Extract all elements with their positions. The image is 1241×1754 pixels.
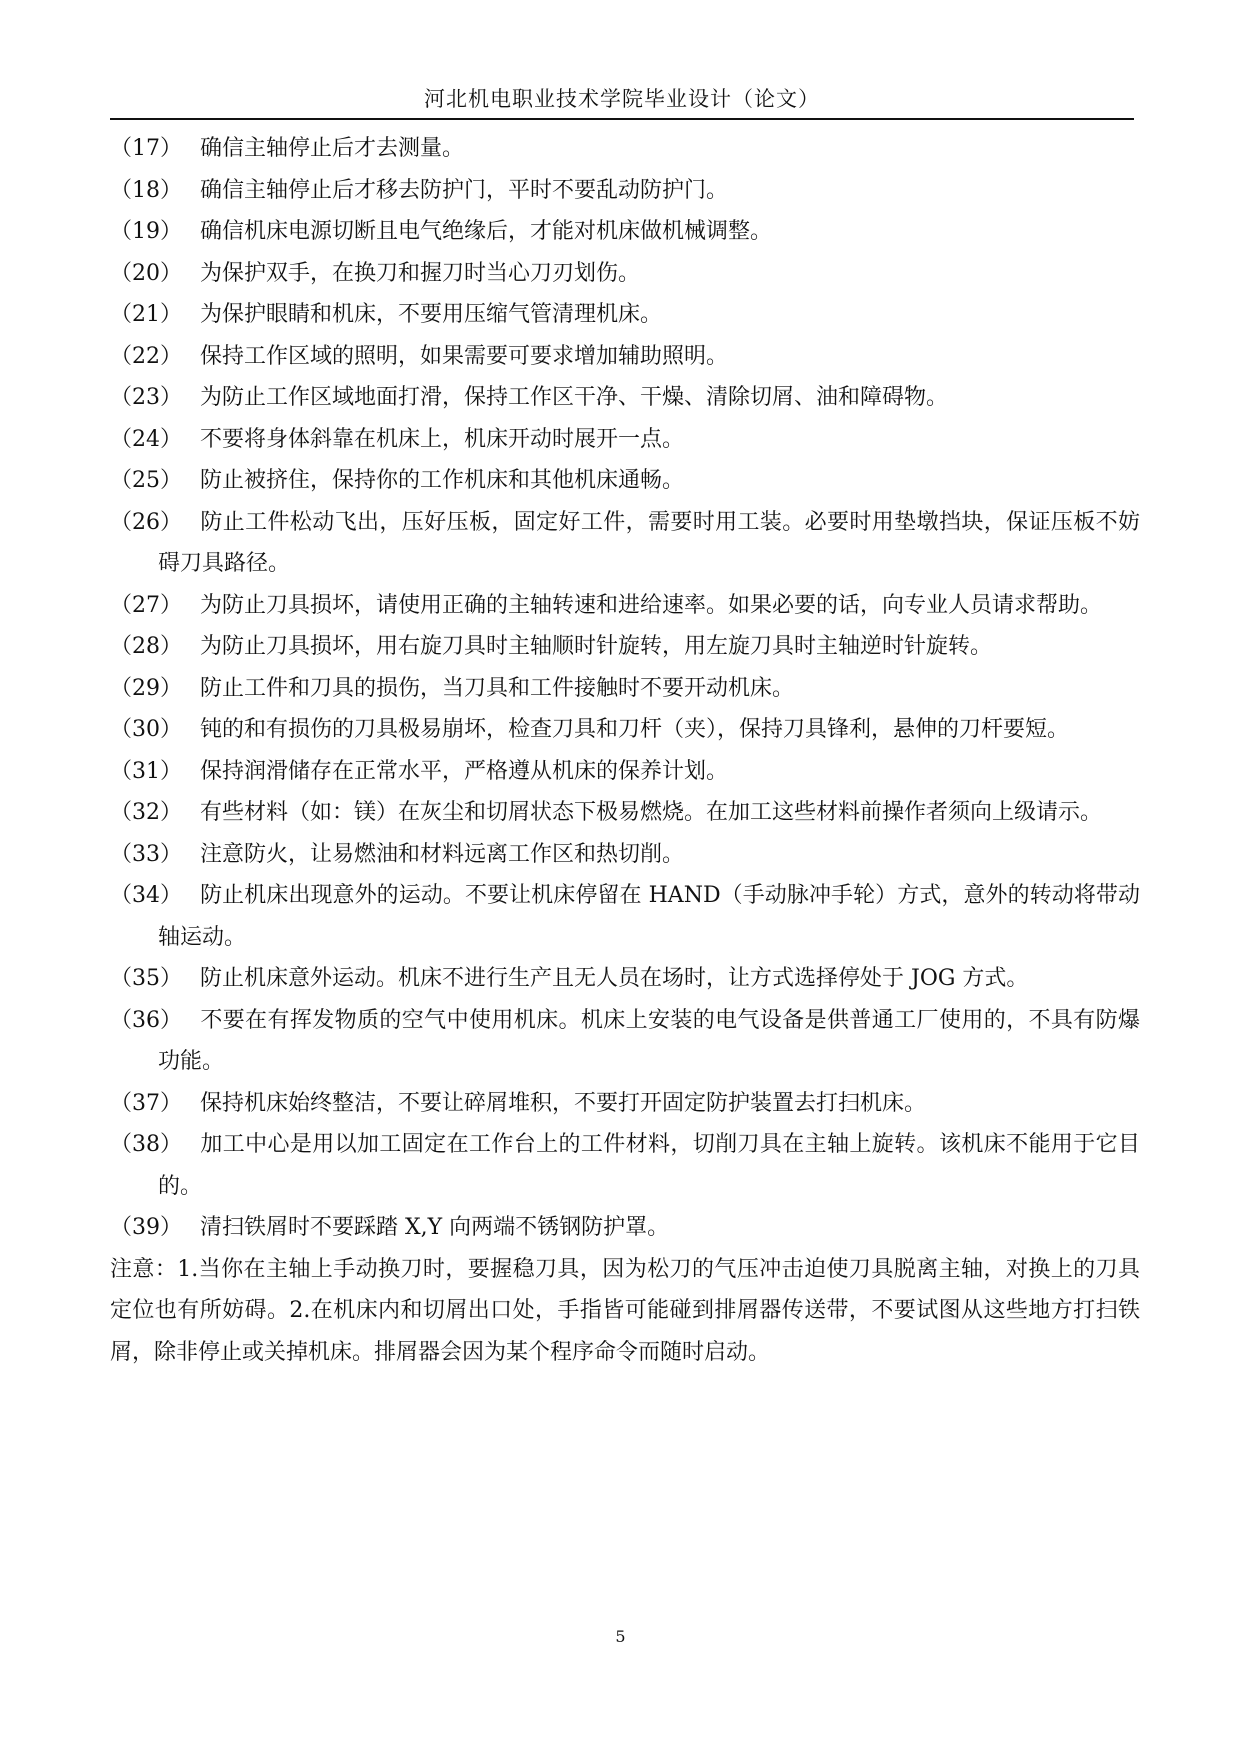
- list-item: [110, 585, 1140, 627]
- page-number: 5: [615, 1627, 626, 1646]
- item-text: 保持工作区域的照明，如果需要可要求增加辅助照明。: [200, 343, 729, 369]
- item-number: （32）: [110, 800, 182, 825]
- item-number: （39）: [110, 1215, 182, 1240]
- item-text: 防止工件和刀具的损伤，当刀具和工件接触时不要开动机床。: [200, 675, 795, 701]
- item-number: （21）: [110, 302, 182, 327]
- list-item: [110, 958, 1140, 1000]
- list-item: [110, 460, 1140, 502]
- list-item: [110, 668, 1140, 710]
- item-text: 有些材料（如：镁）在灰尘和切屑状态下极易燃烧。在加工这些材料前操作者须向上级请示。: [200, 800, 1103, 825]
- item-text: 清扫铁屑时不要踩踏 X,Y 向两端不锈钢防护罩。: [200, 1215, 670, 1240]
- list-item: [110, 253, 1140, 295]
- list-item: [110, 875, 1140, 958]
- item-text: 为保护双手，在换刀和握刀时当心刀刃划伤。: [200, 260, 641, 286]
- item-number: （20）: [110, 260, 182, 286]
- item-text: 钝的和有损伤的刀具极易崩坏，检查刀具和刀杆（夹），保持刀具锋利，悬伸的刀杆要短。: [200, 717, 1070, 742]
- item-text: 为防止工作区域地面打滑，保持工作区干净、干燥、清除切屑、油和障碍物。: [200, 385, 949, 410]
- item-number: （17）: [110, 136, 182, 161]
- list-item: [110, 377, 1140, 419]
- item-number: （28）: [110, 634, 182, 659]
- item-number: （24）: [110, 426, 182, 452]
- list-item: [110, 211, 1140, 253]
- item-text: 保持机床始终整洁，不要让碎屑堆积，不要打开固定防护装置去打扫机床。: [200, 1090, 927, 1116]
- item-number: （33）: [110, 841, 182, 867]
- list-item: [110, 834, 1140, 876]
- list-item: [110, 419, 1140, 461]
- list-item: [110, 1000, 1140, 1083]
- item-text: 为保护眼睛和机床，不要用压缩气管清理机床。: [200, 302, 663, 327]
- item-text: 防止机床出现意外的运动。不要让机床停留在 HAND（手动脉冲手轮）方式，意外的转动将带动轴运动。: [158, 883, 1140, 950]
- item-number: （23）: [110, 385, 182, 410]
- item-number: （35）: [110, 966, 182, 991]
- list-item: [110, 1124, 1140, 1207]
- item-number: （29）: [110, 675, 182, 701]
- list-item: [110, 626, 1140, 668]
- item-number: （22）: [110, 343, 182, 369]
- item-number: （25）: [110, 468, 182, 493]
- note-paragraph: 注意：1.当你在主轴上手动换刀时，要握稳刀具，因为松刀的气压冲击迫使刀具脱离主轴，对换上的刀具定位也有所妨碍。2.在机床内和切屑出口处，手指皆可能碰到排屑器传送带，不要试图从这些地方打扫铁屑，除非停止或关掉机床。排屑器会因为某个程序命令而随时启动。: [110, 1256, 1140, 1365]
- item-text: 不要将身体斜靠在机床上，机床开动时展开一点。: [200, 426, 685, 452]
- item-text: 确信主轴停止后才去测量。: [200, 136, 465, 161]
- list-item: [110, 170, 1140, 212]
- item-number: （38）: [110, 1132, 182, 1157]
- item-text: 防止工件松动飞出，压好压板，固定好工件，需要时用工装。必要时用垫墩挡块，保证压板不妨碍刀具路径。: [158, 509, 1140, 576]
- item-text: 不要在有挥发物质的空气中使用机床。机床上安装的电气设备是供普通工厂使用的，不具有防爆功能。: [158, 1007, 1140, 1074]
- item-number: （30）: [110, 717, 182, 742]
- item-text: 确信主轴停止后才移去防护门，平时不要乱动防护门。: [200, 177, 729, 203]
- item-text: 防止机床意外运动。机床不进行生产且无人员在场时，让方式选择停处于 JOG 方式。: [200, 966, 1029, 991]
- item-number: （26）: [110, 509, 182, 535]
- item-text: 为防止刀具损坏，用右旋刀具时主轴顺时针旋转，用左旋刀具时主轴逆时针旋转。: [200, 634, 993, 659]
- list-item: [110, 128, 1140, 170]
- list-item: [110, 751, 1140, 793]
- item-text: 加工中心是用以加工固定在工作台上的工件材料，切削刀具在主轴上旋转。该机床不能用于它目的。: [158, 1132, 1140, 1199]
- item-number: （34）: [110, 883, 182, 908]
- list-item: [110, 1083, 1140, 1125]
- list-item: [110, 502, 1140, 585]
- item-text: 为防止刀具损坏，请使用正确的主轴转速和进给速率。如果必要的话，向专业人员请求帮助。: [200, 592, 1103, 618]
- item-text: 保持润滑储存在正常水平，严格遵从机床的保养计划。: [200, 758, 729, 784]
- item-number: （27）: [110, 592, 182, 618]
- item-number: （36）: [110, 1007, 182, 1033]
- item-number: （19）: [110, 219, 182, 244]
- item-number: （31）: [110, 758, 182, 784]
- item-text: 防止被挤住，保持你的工作机床和其他机床通畅。: [200, 468, 685, 493]
- list-item: [110, 792, 1140, 834]
- item-text: 确信机床电源切断且电气绝缘后，才能对机床做机械调整。: [200, 219, 773, 244]
- item-text: 注意防火，让易燃油和材料远离工作区和热切削。: [200, 841, 685, 867]
- item-number: （37）: [110, 1090, 182, 1116]
- item-number: （18）: [110, 177, 182, 203]
- list-item: [110, 336, 1140, 378]
- page-header: 河北机电职业技术学院毕业设计（论文）: [424, 87, 820, 111]
- list-item: [110, 709, 1140, 751]
- document-body: [110, 128, 1140, 1373]
- header-rule: [110, 118, 1134, 120]
- list-item: [110, 294, 1140, 336]
- list-item: [110, 1207, 1140, 1249]
